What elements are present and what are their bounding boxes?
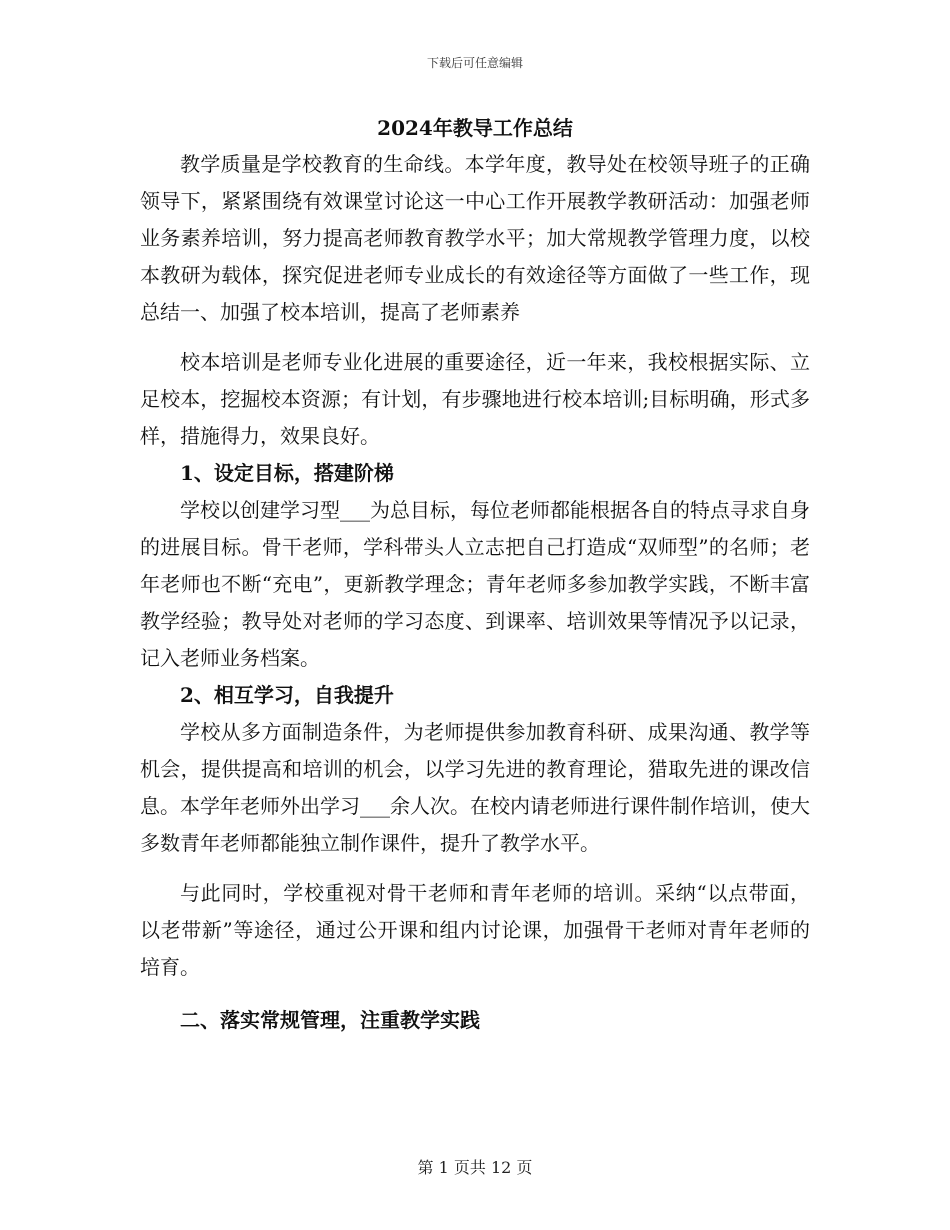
paragraph-goals: 学校以创建学习型___为总目标，每位老师都能根据各自的特点寻求自身的进展目标。骨干老师，学科带头人立志把自己打造成“双师型”的名师；老年老师也不断“充电”，更新教学理念；青年老师多参加教学实践，不断丰富教学经验；教导处对老师的学习态度、到课率、培训效果等情况予以记录，记入老师业务档案。 xyxy=(140,498,810,670)
paragraph-mutual-learning: 学校从多方面制造条件，为老师提供参加教育科研、成果沟通、教学等机会，提供提高和培训的机会，以学习先进的教育理论，猎取先进的课改信息。本学年老师外出学习___余人次。在校内请老师进行课件制作培训，使大多数青年老师都能独立制作课件，提升了教学水平。 xyxy=(140,720,810,855)
section-heading-mutual-learning: 2、相互学习，自我提升 xyxy=(180,683,394,707)
document-title: 2024年教导工作总结 xyxy=(377,116,573,140)
paragraph-training: 校本培训是老师专业化进展的重要途径，近一年来，我校根据实际、立足校本，挖掘校本资源；有计划，有步骤地进行校本培训;目标明确，形式多样，措施得力，效果良好。 xyxy=(140,350,810,448)
header-note: 下载后可任意编辑 xyxy=(426,56,523,70)
paragraph-mentoring: 与此同时，学校重视对骨干老师和青年老师的培训。采纳“以点带面，以老带新”等途径，通过公开课和组内讨论课，加强骨干老师对青年老师的培育。 xyxy=(140,881,810,979)
document-body xyxy=(140,146,810,1039)
page-number: 第 1 页共 12 页 xyxy=(417,1158,533,1177)
section-heading-routine-management: 二、落实常规管理，注重教学实践 xyxy=(180,1008,480,1032)
paragraph-intro: 教学质量是学校教育的生命线。本学年度，教导处在校领导班子的正确领导下，紧紧围绕有效课堂讨论这一中心工作开展教学教研活动：加强老师业务素养培训，努力提高老师教育教学水平；加大常规教学管理力度，以校本教研为载体，探究促进老师专业成长的有效途径等方面做了一些工作，现总结一、加强了校本培训，提高了老师素养 xyxy=(140,152,810,324)
section-heading-goals: 1、设定目标，搭建阶梯 xyxy=(180,461,394,485)
